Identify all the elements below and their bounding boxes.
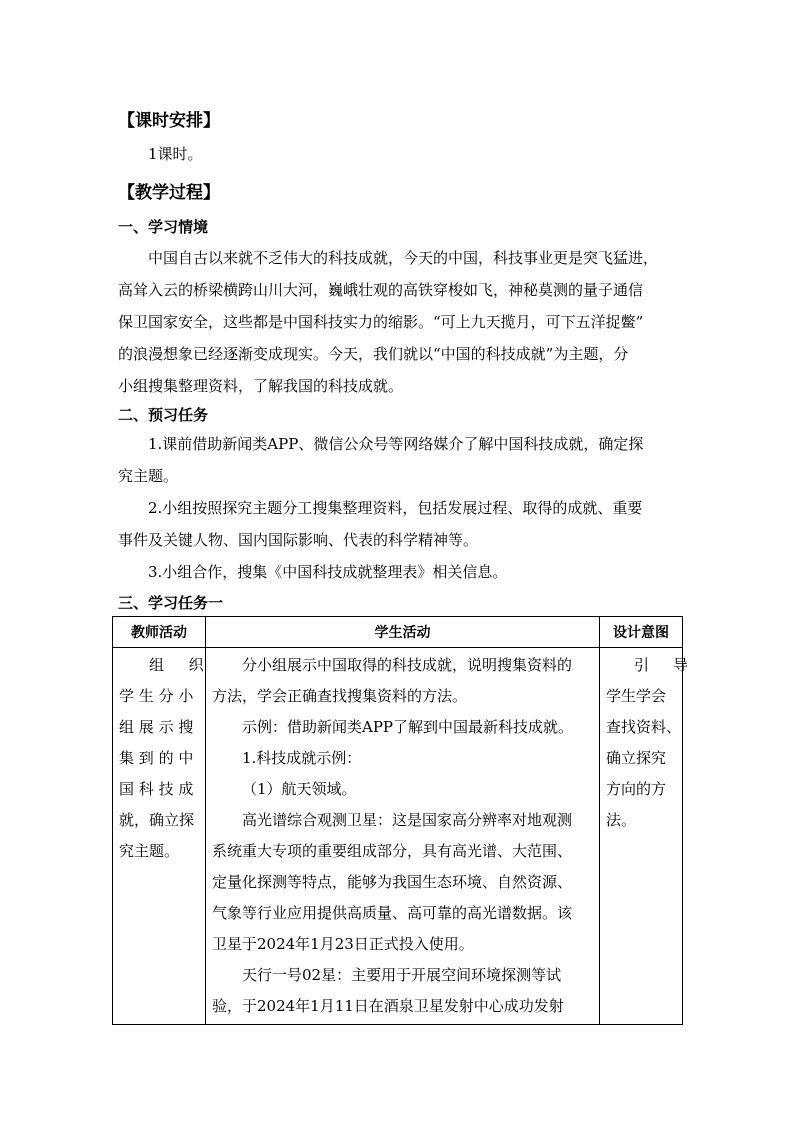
paragraph-line: 事件及关键人物、国内国际影响、代表的科学精神等。 [118, 531, 479, 549]
cell-line: 系统重大专项的重要组成部分，具有高光谱、大范围、 [212, 842, 573, 860]
paragraph-line: 2.小组按照探究主题分工搜集整理资料，包括发展过程、取得的成就、重要 [148, 499, 643, 517]
cell-line: 组展示搜 [119, 718, 199, 736]
cell-line: （1）航天领域。 [242, 780, 357, 798]
cell-line: 法。 [606, 811, 637, 829]
situation-paragraph [118, 242, 678, 402]
process-heading: 【教学过程】 [118, 183, 220, 203]
cell-line: 方向的方 [606, 780, 667, 798]
task1-table [112, 616, 693, 1025]
cell-line: 引 导 [634, 656, 693, 674]
cell-line: 学生分小 [119, 687, 199, 705]
header-student: 学生活动 [206, 617, 600, 648]
cell-line: 学生学会 [606, 687, 667, 705]
student-activity-cell [206, 648, 600, 1025]
schedule-line: 1课时。 [148, 145, 203, 163]
header-intent: 设计意图 [600, 617, 683, 648]
design-intent-cell [600, 648, 693, 1025]
cell-line: 方法，学会正确查找搜集资料的方法。 [212, 687, 468, 705]
schedule-heading: 【课时安排】 [118, 111, 220, 131]
preview-paragraph [118, 428, 678, 588]
paragraph-line: 保卫国家安全，这些都是中国科技实力的缩影。“可上九天揽月，可下五洋捉鳖” [118, 313, 644, 331]
cell-line: 卫星于2024年1月23日正式投入使用。 [212, 935, 474, 953]
paragraph-line: 中国自古以来就不乏伟大的科技成就，今天的中国，科技事业更是突飞猛进， [148, 249, 659, 267]
cell-line: 就，确立探 [119, 811, 195, 829]
teacher-activity-cell [113, 648, 209, 1025]
cell-line: 天行一号02星：主要用于开展空间环境探测等试 [242, 966, 562, 984]
schedule-text [118, 138, 708, 170]
cell-line: 示例：借助新闻类APP了解到中国最新科技成就。 [242, 718, 574, 736]
cell-line: 高光谱综合观测卫星：这是国家高分辨率对地观测 [242, 811, 573, 829]
cell-line: 国科技成 [119, 780, 199, 798]
paragraph-line: 3.小组合作，搜集《中国科技成就整理表》相关信息。 [148, 563, 508, 581]
header-teacher: 教师活动 [113, 617, 206, 648]
cell-line: 究主题。 [119, 842, 180, 860]
paragraph-line: 高耸入云的桥梁横跨山川大河，巍峨壮观的高铁穿梭如飞，神秘莫测的量子通信 [118, 281, 644, 299]
cell-line: 验，于2024年1月11日在酒泉卫星发射中心成功发射 [212, 997, 564, 1015]
paragraph-line: 1.课前借助新闻类APP、微信公众号等网络媒介了解中国科技成就，确定探 [148, 435, 644, 453]
preview-title: 二、预习任务 [118, 406, 209, 424]
situation-title: 一、学习情境 [118, 218, 209, 236]
cell-line: 查找资料、 [606, 718, 682, 736]
cell-line: 组 织 [149, 656, 209, 674]
table-row [113, 648, 683, 1025]
table-header-row [113, 617, 683, 648]
cell-line: 确立探究 [606, 749, 667, 767]
cell-line: 气象等行业应用提供高质量、高可靠的高光谱数据。该 [212, 904, 573, 922]
cell-line: 分小组展示中国取得的科技成就，说明搜集资料的 [242, 656, 573, 674]
paragraph-line: 小组搜集整理资料，了解我国的科技成就。 [118, 377, 404, 395]
cell-line: 1.科技成就示例： [242, 749, 362, 767]
cell-line: 集到的中 [119, 749, 199, 767]
paragraph-line: 的浪漫想象已经逐渐变成现实。今天，我们就以“中国的科技成就”为主题，分 [118, 345, 629, 363]
task1-title: 三、学习任务一 [118, 594, 224, 612]
paragraph-line: 究主题。 [118, 467, 179, 485]
cell-line: 定量化探测等特点，能够为我国生态环境、自然资源、 [212, 873, 573, 891]
